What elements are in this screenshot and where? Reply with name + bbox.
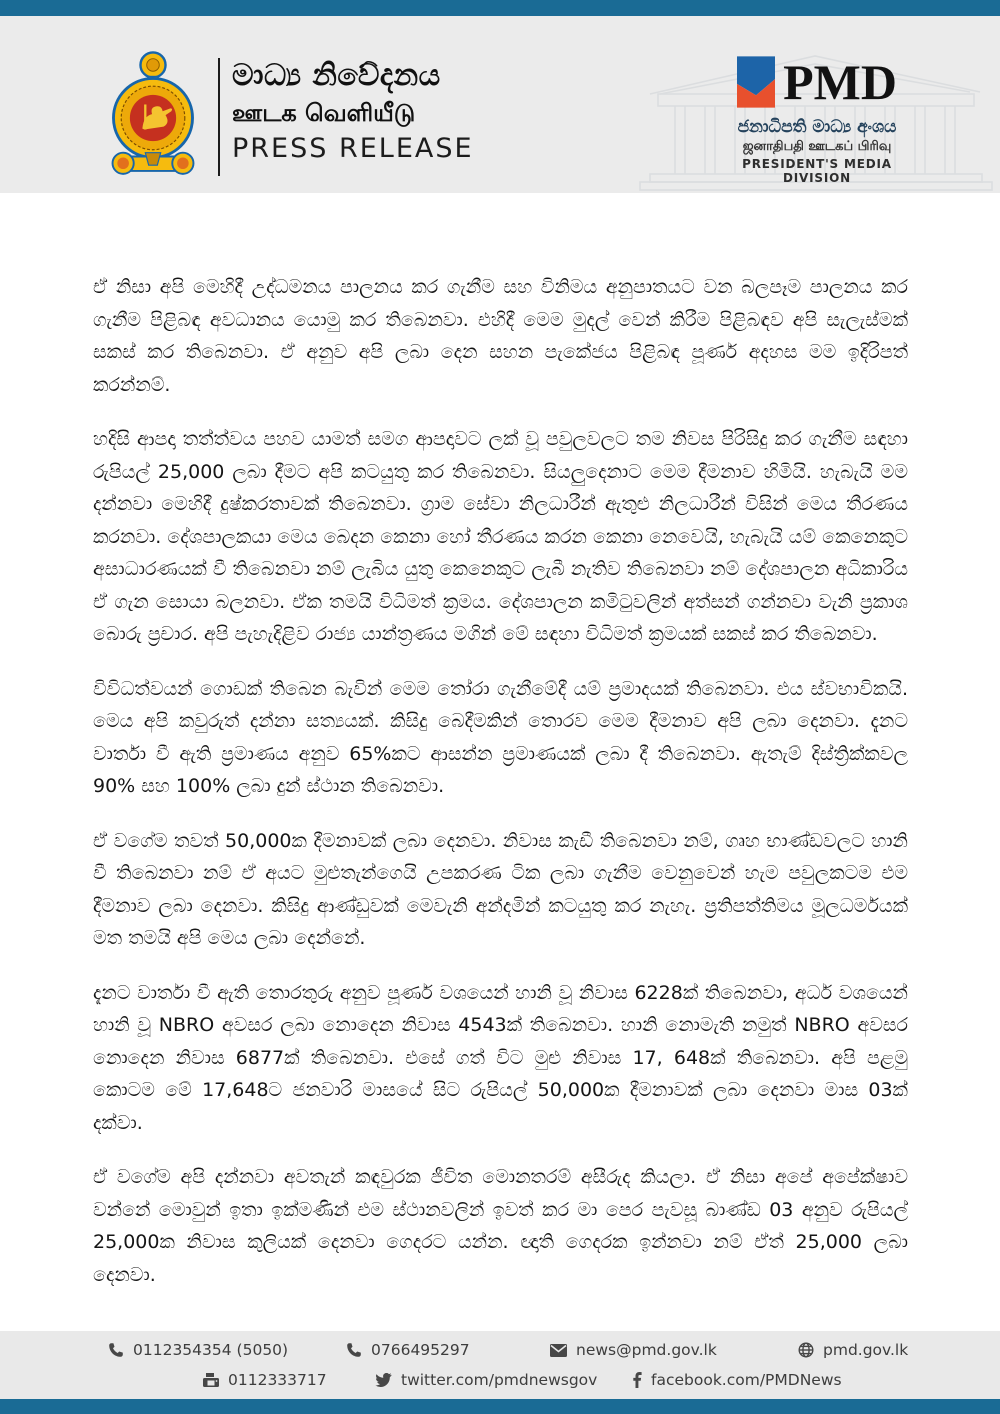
envelope-icon [550, 1344, 567, 1357]
phone-primary [108, 1341, 288, 1359]
top-accent-bar [0, 0, 1000, 16]
title-tamil: ஊடக வெளியீடு [232, 99, 416, 128]
website-contact [798, 1341, 908, 1359]
paragraph-1: ඒ නිසා අපි මෙහිදී උද්ධමනය පාලනය කර ගැනීම සහ විනිමය අනුපාතයට වන බලපෑම පාලනය කර ගැනීම පිළිබඳ අවධානය යොමු කර තිබෙනවා. එහිදී මෙම මුදල් වෙන් කිරීම පිළිබඳව අපි සැලැස්මක් සකස් කර තිබෙනවා. ඒ අනුව අපි ලබා දෙන සහන පැකේජය පිළිබඳ පූර්ණ අදහස මම ඉදිරිපත් කරන්නම්. [93, 276, 908, 396]
pmd-acronym: PMD [783, 54, 897, 110]
org-name-tamil: ஜனாதிபதி ஊடகப் பிரிவு [742, 139, 892, 154]
phone-icon [346, 1342, 362, 1358]
phone-mobile [346, 1341, 470, 1359]
phone-mobile-number: 0766495297 [371, 1341, 470, 1359]
pmd-logo-icon [737, 56, 775, 108]
phone-primary-number: 0112354354 (5050) [133, 1341, 289, 1359]
facebook-contact [633, 1371, 842, 1389]
header-divider [218, 58, 220, 176]
document-title-block [232, 58, 474, 165]
org-name-english: PRESIDENT'S MEDIA DIVISION [742, 157, 892, 185]
org-name-sinhala: ජනාධිපති මාධ්‍ය අංශය [737, 117, 897, 137]
press-release-body [0, 271, 1000, 1313]
pmd-logo-block [712, 56, 922, 185]
email-address: news@pmd.gov.lk [576, 1341, 717, 1359]
fax-contact [203, 1371, 327, 1389]
paragraph-4: ඒ වගේම තවත් 50,000ක දීමනාවක් ලබා දෙනවා. නිවාස කැඩී තිබෙනවා නම්, ගෘහ භාණ්ඩවලට හානි වී තිබෙනවා නම් ඒ අයට මුළුතැන්ගෙයි උපකරණ ටික ලබා ගැනීම වෙනුවෙන් හැම පවුලකටම එම දීමනාව ලබා දෙනවා. කිසිදු ආණ්ඩුවක් මෙවැනි අන්දමින් කටයුතු කර නැහැ. ප්‍රතිපත්තිමය මූලධර්මයක් මත තමයි අපි මෙය ලබා දෙන්නේ. [93, 829, 908, 949]
phone-icon [108, 1342, 124, 1358]
paragraph-2: හදිසි ආපදා තත්ත්වය පහව යාමත් සමග ආපදාවට ලක් වූ පවුලවලට තම නිවස පිරිසිදු කර ගැනීම සඳහා රුපියල් 25,000 ලබා දීමට අපි කටයුතු කර තිබෙනවා. සියලුදෙනාට මෙම දීමනාව හිමියි. හැබැයි මම දන්නවා මෙහිදී දුෂ්කරතාවක් තිබෙනවා. ග්‍රාම සේවා නිලධාරීන් ඇතුළු නිලධාරීන් විසින් මෙය තීරණය කරනවා. දේශපාලකයා මෙය බෙදන කෙනා හෝ තීරණය කරන කෙනා නෙවෙයි, හැබැයි යම් කෙනෙකුට අසාධාරණයක් වී තිබෙනවා නම් ලැබිය යුතු කෙනෙකුට ලැබී නැතිව තිබෙනවා නම් දේශපාලන අධිකාරිය ඒ ගැන සොයා බලනවා. ඒක තමයි විධිමත් ක්‍රමය. දේශපාලන කමිටුවලින් අත්සන් ගන්නවා වැනි ප්‍රකාශ බොරු ප්‍රචාර. අපි පැහැදිළිව රාජ්‍ය යාන්ත්‍රණය මගින් මේ සඳහා විධිමත් ක්‍රමයක් සකස් කර තිබෙනවා. [93, 428, 908, 645]
paragraph-5: දැනට වාර්තා වී ඇති තොරතුරු අනුව පූර්ණ වශයෙන් හානි වූ නිවාස 6228ක් තිබෙනවා, අර්ධ වශයෙන් හානි වූ NBRO අවසර ලබා නොදෙන නිවාස 4543ක් තිබෙනවා. හානි නොමැති නමුත් NBRO අවසර නොදෙන නිවාස 6877ක් තිබෙනවා. එසේ ගත් විට මුළු නිවාස 17, 648ක් තිබෙනවා. අපි පළමු කොටම මේ 17,648ට ජනවාරි මාසයේ සිට රුපියල් 50,000ක දීමනාවක් ලබා දෙනවා මාස 03ක් දක්වා. [93, 981, 908, 1134]
fax-icon [203, 1373, 219, 1388]
bottom-accent-bar [0, 1399, 1000, 1414]
email-contact [550, 1341, 717, 1359]
title-sinhala: මාධ්‍ය නිවේදනය [232, 58, 441, 93]
globe-icon [798, 1342, 814, 1358]
facebook-icon [633, 1372, 642, 1388]
contact-footer [0, 1331, 1000, 1399]
twitter-icon [375, 1373, 392, 1388]
letterhead [0, 16, 1000, 193]
paragraph-6: ඒ වගේම අපි දන්නවා අවතැන් කඳවුරක ජීවිත මොනතරම් අසීරුද කියලා. ඒ නිසා අපේ අපේක්ෂාව වන්නේ මොවුන් ඉතා ඉක්මණින් එම ස්ථානවලින් ඉවත් කර මා පෙර පැවසූ බාණ්ඩ 03 අනුව රුපියල් 25,000ක නිවාස කුලියක් දෙනවා ගෙදරට යන්න. ඥාති ගෙදරක ඉන්නවා නම් ඒත් 25,000 ලබා දෙනවා. [93, 1166, 908, 1286]
title-english: PRESS RELEASE [232, 132, 474, 164]
sri-lanka-national-emblem-icon [100, 50, 206, 184]
twitter-handle: twitter.com/pmdnewsgov [401, 1371, 598, 1389]
pmd-logo-row [712, 56, 922, 108]
twitter-contact [375, 1371, 597, 1389]
paragraph-3: විවිධත්වයන් ගොඩක් තිබෙන බැවින් මෙම තෝරා ගැනීමේදී යම් ප්‍රමාදයක් තිබෙනවා. එය ස්වභාවිකයි. මෙය අපි කවුරුත් දන්නා සත්‍යයක්. කිසිදු බෙදීමකින් තොරව මෙම දීමනාව අපි ලබා දෙනවා. දැනට වාර්තා වී ඇති ප්‍රමාණය අනුව 65%කට ආසන්න ප්‍රමාණයක් ලබා දී තිබෙනවා. ඇතැම් දිස්ත්‍රික්කවල 90% සහ 100% ලබා දුන් ස්ථාන තිබෙනවා. [93, 677, 908, 797]
website-url: pmd.gov.lk [823, 1341, 909, 1359]
fax-number: 0112333717 [228, 1371, 327, 1389]
facebook-url: facebook.com/PMDNews [651, 1371, 842, 1389]
